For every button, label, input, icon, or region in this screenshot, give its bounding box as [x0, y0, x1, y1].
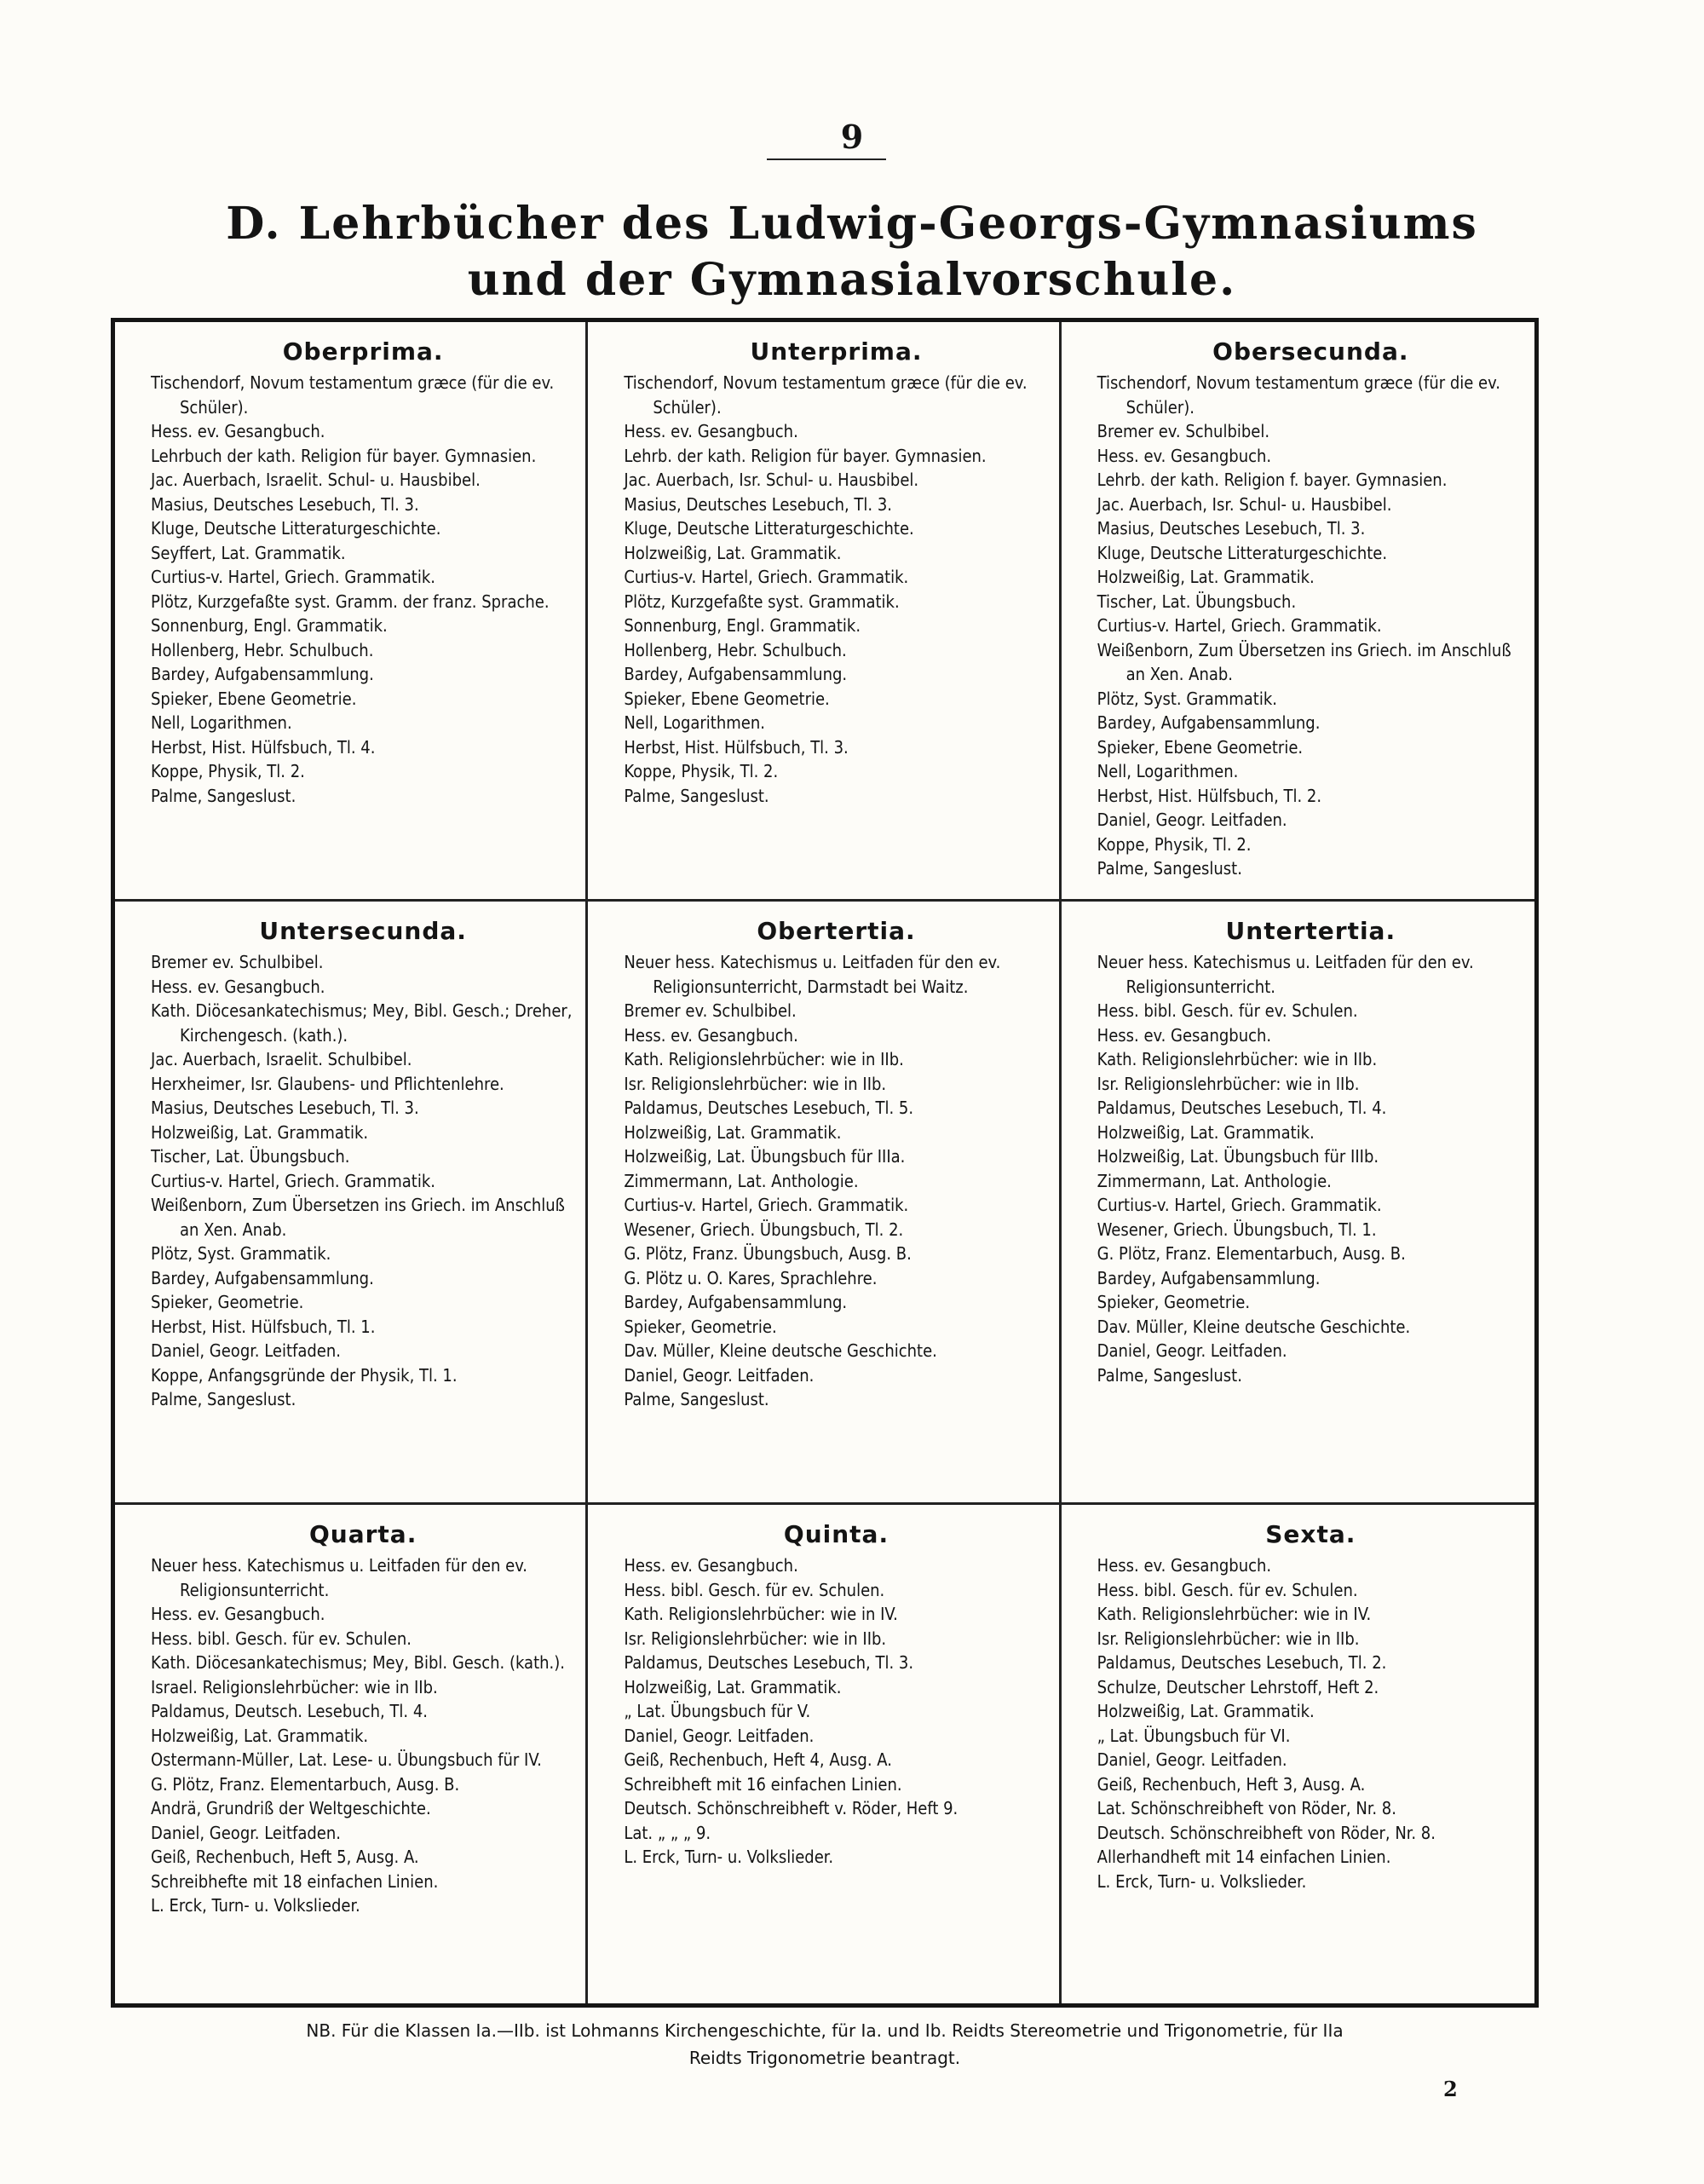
- book-entry: Andrä, Grundriß der Weltgeschichte.: [151, 1798, 431, 1818]
- class-cell: [588, 1505, 1061, 2003]
- book-entry: Plötz, Kurzgefaßte syst. Grammatik.: [624, 591, 900, 612]
- book-entry: Bardey, Aufgabensammlung.: [151, 1267, 374, 1288]
- book-entry: Wesener, Griech. Übungsbuch, Tl. 1.: [1097, 1219, 1377, 1240]
- book-entry: Spieker, Geometrie.: [151, 1292, 304, 1312]
- book-entry: Jac. Auerbach, Isr. Schul- u. Hausbibel.: [1097, 493, 1392, 515]
- book-entry: Tischer, Lat. Übungsbuch.: [151, 1146, 350, 1167]
- class-heading: Obersecunda.: [1212, 337, 1409, 366]
- book-entry: Nell, Logarithmen.: [1097, 761, 1239, 781]
- book-entry: Daniel, Geogr. Leitfaden.: [151, 1340, 341, 1361]
- book-entry: Herbst, Hist. Hülfsbuch, Tl. 1.: [151, 1316, 376, 1337]
- book-entry: Tischer, Lat. Übungsbuch.: [1097, 591, 1297, 612]
- book-entry: Daniel, Geogr. Leitfaden.: [1097, 1749, 1287, 1770]
- book-entry: Isr. Religionslehrbücher: wie in IIb.: [1097, 1073, 1360, 1094]
- book-entry: Geiß, Rechenbuch, Heft 4, Ausg. A.: [624, 1749, 892, 1770]
- book-entry: Masius, Deutsches Lesebuch, Tl. 3.: [624, 493, 893, 515]
- book-entry: Plötz, Kurzgefaßte syst. Gramm. der franz. Sprache.: [151, 591, 550, 612]
- book-entry: Zimmermann, Lat. Anthologie.: [1097, 1170, 1332, 1191]
- class-heading: Unterprima.: [750, 337, 923, 366]
- book-entry: Neuer hess. Katechismus u. Leitfaden für den ev. Religionsunterricht.: [1097, 952, 1474, 997]
- book-entry: Paldamus, Deutsches Lesebuch, Tl. 2.: [1097, 1652, 1387, 1673]
- book-entry: Herbst, Hist. Hülfsbuch, Tl. 4.: [151, 736, 376, 758]
- book-entry: Deutsch. Schönschreibheft v. Röder, Heft 9.: [624, 1798, 958, 1818]
- book-entry: Tischendorf, Novum testamentum græce (für die ev. Schüler).: [1097, 372, 1500, 418]
- book-entry: Sonnenburg, Engl. Grammatik.: [624, 615, 861, 636]
- book-entry: Hess. bibl. Gesch. für ev. Schulen.: [151, 1628, 412, 1649]
- book-entry: Holzweißig, Lat. Grammatik.: [624, 1121, 842, 1143]
- book-entry: Palme, Sangeslust.: [624, 1389, 769, 1409]
- class-cell: [115, 322, 588, 902]
- page-number-rule: [767, 158, 886, 160]
- book-entry: Daniel, Geogr. Leitfaden.: [624, 1725, 815, 1746]
- class-cell: [1062, 902, 1534, 1505]
- book-entry: Holzweißig, Lat. Grammatik.: [624, 542, 842, 563]
- book-entry: Curtius-v. Hartel, Griech. Grammatik.: [151, 567, 435, 587]
- book-list: [1097, 371, 1524, 881]
- book-entry: Schulze, Deutscher Lehrstoff, Heft 2.: [1097, 1676, 1379, 1697]
- book-entry: Palme, Sangeslust.: [624, 785, 769, 806]
- book-entry: Masius, Deutsches Lesebuch, Tl. 3.: [151, 493, 419, 515]
- page-number: 9: [840, 118, 864, 156]
- book-entry: Daniel, Geogr. Leitfaden.: [1097, 810, 1287, 830]
- book-list: [1097, 1553, 1524, 1893]
- book-entry: Weißenborn, Zum Übersetzen ins Griech. im Anschluß an Xen. Anab.: [151, 1195, 565, 1240]
- book-entry: Tischendorf, Novum testamentum græce (für die ev. Schüler).: [624, 372, 1028, 418]
- book-entry: Lehrbuch der kath. Religion für bayer. Gymnasien.: [151, 445, 537, 466]
- book-entry: Daniel, Geogr. Leitfaden.: [1097, 1340, 1287, 1361]
- book-entry: Nell, Logarithmen.: [624, 712, 765, 733]
- book-entry: Bremer ev. Schulbibel.: [1097, 421, 1270, 441]
- book-entry: Hess. ev. Gesangbuch.: [1097, 1555, 1272, 1576]
- book-entry: Deutsch. Schönschreibheft von Röder, Nr. 8.: [1097, 1822, 1436, 1843]
- book-entry: „ Lat. Übungsbuch für VI.: [1097, 1725, 1291, 1746]
- book-entry: Paldamus, Deutsch. Lesebuch, Tl. 4.: [151, 1701, 428, 1721]
- book-entry: Paldamus, Deutsches Lesebuch, Tl. 4.: [1097, 1098, 1387, 1118]
- book-entry: Isr. Religionslehrbücher: wie in IIb.: [1097, 1628, 1360, 1649]
- book-entry: Palme, Sangeslust.: [151, 785, 296, 806]
- book-list: [624, 1553, 1048, 1870]
- book-entry: Spieker, Ebene Geometrie.: [151, 688, 357, 709]
- class-cell: [1062, 322, 1534, 902]
- book-entry: Bremer ev. Schulbibel.: [151, 952, 324, 972]
- book-entry: Daniel, Geogr. Leitfaden.: [151, 1822, 341, 1843]
- book-entry: Hess. ev. Gesangbuch.: [151, 1604, 325, 1624]
- book-entry: Jac. Auerbach, Israelit. Schulbibel.: [151, 1049, 412, 1069]
- class-cell: [588, 902, 1061, 1505]
- book-entry: Israel. Religionslehrbücher: wie in IIb.: [151, 1676, 438, 1697]
- book-entry: Koppe, Physik, Tl. 2.: [151, 761, 305, 781]
- book-entry: Hollenberg, Hebr. Schulbuch.: [151, 639, 374, 660]
- book-entry: Nell, Logarithmen.: [151, 712, 292, 733]
- book-entry: Hess. bibl. Gesch. für ev. Schulen.: [624, 1579, 885, 1600]
- book-entry: Isr. Religionslehrbücher: wie in IIb.: [624, 1073, 887, 1094]
- book-entry: Kluge, Deutsche Litteraturgeschichte.: [151, 518, 441, 539]
- page-title: D. Lehrbücher des Ludwig-Georgs-Gymnasiums: [226, 198, 1478, 250]
- book-entry: Herbst, Hist. Hülfsbuch, Tl. 2.: [1097, 785, 1322, 806]
- book-entry: Geiß, Rechenbuch, Heft 3, Ausg. A.: [1097, 1773, 1366, 1795]
- book-entry: G. Plötz u. O. Kares, Sprachlehre.: [624, 1267, 878, 1288]
- book-entry: Masius, Deutsches Lesebuch, Tl. 3.: [1097, 518, 1366, 539]
- page-subtitle: und der Gymnasialvorschule.: [467, 254, 1237, 306]
- book-entry: Herxheimer, Isr. Glaubens- und Pflichtenlehre.: [151, 1073, 504, 1094]
- class-heading: Untertertia.: [1225, 917, 1396, 945]
- class-heading: Quarta.: [308, 1520, 417, 1548]
- book-entry: Hess. ev. Gesangbuch.: [1097, 1024, 1272, 1046]
- book-entry: Bardey, Aufgabensammlung.: [151, 664, 374, 684]
- book-entry: Kath. Religionslehrbücher: wie in IV.: [1097, 1604, 1372, 1624]
- book-entry: L. Erck, Turn- u. Volkslieder.: [1097, 1870, 1307, 1892]
- book-entry: Paldamus, Deutsches Lesebuch, Tl. 3.: [624, 1652, 914, 1673]
- book-entry: Holzweißig, Lat. Grammatik.: [1097, 567, 1315, 587]
- class-cell: [115, 902, 588, 1505]
- book-entry: Kath. Religionslehrbücher: wie in IIb.: [624, 1049, 904, 1069]
- book-entry: Jac. Auerbach, Israelit. Schul- u. Hausbibel.: [151, 470, 481, 490]
- book-entry: Zimmermann, Lat. Anthologie.: [624, 1170, 859, 1191]
- book-entry: Hess. ev. Gesangbuch.: [624, 421, 798, 441]
- class-heading: Quinta.: [783, 1520, 889, 1548]
- book-entry: Holzweißig, Lat. Übungsbuch für IIIb.: [1097, 1146, 1379, 1167]
- book-entry: G. Plötz, Franz. Übungsbuch, Ausg. B.: [624, 1243, 912, 1264]
- book-entry: Palme, Sangeslust.: [1097, 858, 1242, 879]
- book-entry: G. Plötz, Franz. Elementarbuch, Ausg. B.: [1097, 1243, 1406, 1264]
- book-entry: L. Erck, Turn- u. Volkslieder.: [624, 1847, 834, 1867]
- book-entry: Plötz, Syst. Grammatik.: [1097, 688, 1277, 709]
- signature-mark: 2: [1443, 2077, 1458, 2101]
- book-entry: Kath. Diöcesankatechismus; Mey, Bibl. Gesch. (kath.).: [151, 1652, 565, 1673]
- book-entry: Seyffert, Lat. Grammatik.: [151, 542, 346, 563]
- book-entry: Schreibheft mit 16 einfachen Linien.: [624, 1773, 902, 1795]
- book-entry: Spieker, Ebene Geometrie.: [624, 688, 830, 709]
- book-entry: Curtius-v. Hartel, Griech. Grammatik.: [151, 1170, 435, 1191]
- book-entry: L. Erck, Turn- u. Volkslieder.: [151, 1895, 360, 1916]
- book-entry: Hollenberg, Hebr. Schulbuch.: [624, 639, 847, 660]
- book-entry: Weißenborn, Zum Übersetzen ins Griech. im Anschluß an Xen. Anab.: [1097, 639, 1511, 684]
- book-entry: Plötz, Syst. Grammatik.: [151, 1243, 331, 1264]
- book-entry: Hess. ev. Gesangbuch.: [151, 421, 325, 441]
- book-entry: Neuer hess. Katechismus u. Leitfaden für den ev. Religionsunterricht, Darmstadt bei Waitz.: [624, 952, 1001, 997]
- book-entry: Herbst, Hist. Hülfsbuch, Tl. 3.: [624, 736, 849, 758]
- book-entry: Hess. bibl. Gesch. für ev. Schulen.: [1097, 1579, 1358, 1600]
- book-entry: Holzweißig, Lat. Grammatik.: [1097, 1121, 1315, 1143]
- book-entry: Koppe, Anfangsgründe der Physik, Tl. 1.: [151, 1364, 458, 1386]
- book-list: [624, 950, 1048, 1412]
- book-list: [624, 371, 1048, 808]
- book-entry: Holzweißig, Lat. Übungsbuch für IIIa.: [624, 1146, 906, 1167]
- book-entry: Kath. Religionslehrbücher: wie in IV.: [624, 1604, 898, 1624]
- book-entry: Wesener, Griech. Übungsbuch, Tl. 2.: [624, 1219, 904, 1240]
- book-list: [1097, 950, 1524, 1387]
- book-entry: Kluge, Deutsche Litteraturgeschichte.: [1097, 542, 1388, 563]
- book-entry: Daniel, Geogr. Leitfaden.: [624, 1364, 815, 1386]
- book-entry: Palme, Sangeslust.: [1097, 1364, 1242, 1386]
- book-entry: Spieker, Geometrie.: [1097, 1292, 1251, 1312]
- book-entry: „ Lat. Übungsbuch für V.: [624, 1701, 811, 1721]
- book-entry: Koppe, Physik, Tl. 2.: [624, 761, 779, 781]
- book-entry: Dav. Müller, Kleine deutsche Geschichte.: [624, 1340, 937, 1361]
- class-heading: Obertertia.: [757, 917, 916, 945]
- book-entry: Hess. ev. Gesangbuch.: [151, 976, 325, 997]
- class-cell: [588, 322, 1061, 902]
- book-entry: Holzweißig, Lat. Grammatik.: [151, 1725, 369, 1746]
- book-entry: Curtius-v. Hartel, Griech. Grammatik.: [624, 1195, 909, 1215]
- book-entry: Hess. ev. Gesangbuch.: [624, 1555, 798, 1576]
- book-entry: Hess. bibl. Gesch. für ev. Schulen.: [1097, 1000, 1358, 1021]
- book-entry: Curtius-v. Hartel, Griech. Grammatik.: [1097, 1195, 1382, 1215]
- book-entry: Allerhandheft mit 14 einfachen Linien.: [1097, 1847, 1391, 1867]
- book-entry: G. Plötz, Franz. Elementarbuch, Ausg. B.: [151, 1773, 460, 1795]
- book-entry: Holzweißig, Lat. Grammatik.: [624, 1676, 842, 1697]
- class-cell: [115, 1505, 588, 2003]
- book-entry: Curtius-v. Hartel, Griech. Grammatik.: [1097, 615, 1382, 636]
- book-entry: Holzweißig, Lat. Grammatik.: [151, 1121, 369, 1143]
- book-entry: Hess. ev. Gesangbuch.: [624, 1024, 798, 1046]
- book-entry: Lat. „ „ „ 9.: [624, 1822, 711, 1843]
- book-entry: Bardey, Aufgabensammlung.: [1097, 1267, 1321, 1288]
- book-entry: Lehrb. der kath. Religion f. bayer. Gymnasien.: [1097, 470, 1448, 490]
- book-entry: Kath. Diöcesankatechismus; Mey, Bibl. Gesch.; Dreher, Kirchengesch. (kath.).: [151, 1000, 573, 1046]
- book-entry: Neuer hess. Katechismus u. Leitfaden für den ev. Religionsunterricht.: [151, 1555, 528, 1600]
- book-entry: Dav. Müller, Kleine deutsche Geschichte.: [1097, 1316, 1411, 1337]
- book-entry: Sonnenburg, Engl. Grammatik.: [151, 615, 388, 636]
- book-entry: Tischendorf, Novum testamentum græce (für die ev. Schüler).: [151, 372, 555, 418]
- book-entry: Jac. Auerbach, Isr. Schul- u. Hausbibel.: [624, 470, 919, 490]
- book-entry: Ostermann-Müller, Lat. Lese- u. Übungsbuch für IV.: [151, 1749, 542, 1770]
- book-entry: Palme, Sangeslust.: [151, 1389, 296, 1409]
- class-heading: Untersecunda.: [259, 917, 467, 945]
- book-entry: Geiß, Rechenbuch, Heft 5, Ausg. A.: [151, 1847, 419, 1867]
- textbook-table: [111, 318, 1539, 2008]
- book-entry: Schreibhefte mit 18 einfachen Linien.: [151, 1870, 439, 1892]
- book-entry: Bardey, Aufgabensammlung.: [624, 1292, 848, 1312]
- book-entry: Koppe, Physik, Tl. 2.: [1097, 833, 1252, 855]
- book-entry: Isr. Religionslehrbücher: wie in IIb.: [624, 1628, 887, 1649]
- book-entry: Holzweißig, Lat. Grammatik.: [1097, 1701, 1315, 1721]
- book-list: [151, 371, 575, 808]
- book-entry: Kluge, Deutsche Litteraturgeschichte.: [624, 518, 914, 539]
- book-entry: Spieker, Geometrie.: [624, 1316, 777, 1337]
- book-entry: Bardey, Aufgabensammlung.: [1097, 712, 1321, 733]
- book-entry: Masius, Deutsches Lesebuch, Tl. 3.: [151, 1098, 419, 1118]
- book-entry: Curtius-v. Hartel, Griech. Grammatik.: [624, 567, 909, 587]
- class-heading: Sexta.: [1265, 1520, 1356, 1548]
- book-entry: Paldamus, Deutsches Lesebuch, Tl. 5.: [624, 1098, 914, 1118]
- class-heading: Oberprima.: [282, 337, 444, 366]
- book-entry: Lat. Schönschreibheft von Röder, Nr. 8.: [1097, 1798, 1396, 1818]
- book-list: [151, 950, 575, 1412]
- book-entry: Lehrb. der kath. Religion für bayer. Gymnasien.: [624, 445, 987, 466]
- book-entry: Bremer ev. Schulbibel.: [624, 1000, 797, 1021]
- footnote: NB. Für die Klassen Ia.—IIb. ist Lohmanns Kirchengeschichte, für Ia. und Ib. Reidts Stereometrie und Trigonometrie, für IIa: [306, 2020, 1344, 2041]
- book-entry: Hess. ev. Gesangbuch.: [1097, 445, 1272, 466]
- book-entry: Kath. Religionslehrbücher: wie in IIb.: [1097, 1049, 1378, 1069]
- book-list: [151, 1553, 575, 1918]
- footnote-continuation: Reidts Trigonometrie beantragt.: [688, 2048, 961, 2068]
- book-entry: Spieker, Ebene Geometrie.: [1097, 736, 1304, 758]
- class-cell: [1062, 1505, 1534, 2003]
- book-entry: Bardey, Aufgabensammlung.: [624, 664, 848, 684]
